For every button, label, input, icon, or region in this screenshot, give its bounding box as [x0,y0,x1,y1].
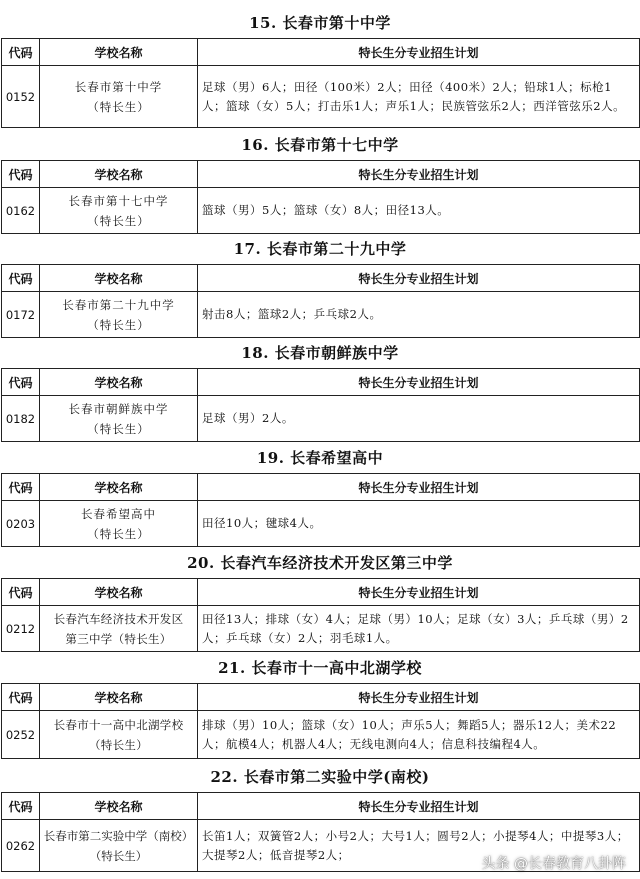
school-name-line2: （特长生） [87,213,150,228]
section-title: 18. 长春市朝鲜族中学 [241,344,399,362]
header-code: 代码 [2,793,40,820]
section-title: 16. 长春市第十七中学 [241,136,399,154]
section-title: 15. 长春市第十中学 [249,14,391,32]
school-name-line1: 长春市第二十九中学 [62,297,175,312]
school-name-line2: （特长生） [87,317,150,332]
plan-table [1,264,640,338]
school-name [40,396,198,442]
header-school: 学校名称 [40,161,198,188]
plan-table [1,38,640,128]
plan-table [1,578,640,652]
plan-text: 排球（男）10人；篮球（女）10人；声乐5人；舞蹈5人；器乐12人；美术22人；航模4人；机器人4人；无线电测向4人；信息科技编程4人。 [198,711,640,759]
school-code: 0162 [2,188,40,234]
header-school: 学校名称 [40,579,198,606]
header-plan: 特长生分专业招生计划 [198,474,640,501]
table-row [2,292,640,338]
school-code: 0262 [2,820,40,872]
header-row [2,579,640,606]
school-name-line2: （特长生） [87,526,150,541]
header-code: 代码 [2,684,40,711]
section-19 [0,443,640,547]
school-name [40,292,198,338]
header-school: 学校名称 [40,265,198,292]
plan-table [1,473,640,547]
header-plan: 特长生分专业招生计划 [198,39,640,66]
plan-table [1,160,640,234]
header-plan: 特长生分专业招生计划 [198,793,640,820]
header-row [2,39,640,66]
school-name-line1: 长春希望高中 [81,506,156,521]
section-title: 21. 长春市十一高中北湖学校 [218,659,422,677]
header-row [2,161,640,188]
header-row [2,474,640,501]
plan-text: 足球（男）2人。 [198,396,640,442]
school-name-line1: 长春市十一高中北湖学校 [53,717,184,732]
school-name-line1: 长春市第十七中学 [68,193,169,208]
header-plan: 特长生分专业招生计划 [198,684,640,711]
plan-text: 田径13人；排球（女）4人；足球（男）10人；足球（女）3人；乒乓球（男）2人；乒乓球（女）2人；羽毛球1人。 [198,606,640,652]
school-name-line2: （特长生） [87,99,150,114]
section-15 [0,8,640,128]
school-name-line1: 长春市朝鲜族中学 [68,401,169,416]
header-row [2,793,640,820]
header-plan: 特长生分专业招生计划 [198,369,640,396]
school-name [40,188,198,234]
school-name-line2: （特长生） [89,848,148,863]
plan-text: 射击8人；篮球2人；乒乓球2人。 [198,292,640,338]
section-21 [0,653,640,759]
watermark-text: 头条 @长春教育八卦阵 [481,856,626,872]
section-title: 19. 长春希望高中 [256,449,384,467]
header-school: 学校名称 [40,369,198,396]
header-school: 学校名称 [40,474,198,501]
header-row [2,369,640,396]
school-code: 0203 [2,501,40,547]
section-16 [0,130,640,234]
table-row [2,711,640,759]
header-row [2,684,640,711]
header-code: 代码 [2,579,40,606]
school-code: 0252 [2,711,40,759]
school-name [40,501,198,547]
section-title: 17. 长春市第二十九中学 [233,240,407,258]
header-row [2,265,640,292]
school-name-line1: 长春市第二实验中学（南校） [43,828,194,843]
school-code: 0172 [2,292,40,338]
plan-text: 足球（男）6人；田径（100米）2人；田径（400米）2人；铅球1人；标枪1人；篮球（女）5人；打击乐1人；声乐1人；民族管弦乐2人；西洋管弦乐2人。 [198,66,640,128]
header-code: 代码 [2,265,40,292]
school-name-line2: （特长生） [89,737,148,752]
section-title: 20. 长春汽车经济技术开发区第三中学 [187,554,453,572]
plan-table [1,683,640,759]
section-18 [0,338,640,442]
table-row [2,66,640,128]
header-plan: 特长生分专业招生计划 [198,161,640,188]
school-code: 0212 [2,606,40,652]
section-17 [0,234,640,338]
header-code: 代码 [2,369,40,396]
school-name-line2: 第三中学（特长生） [65,631,172,646]
section-20 [0,548,640,652]
plan-table [1,368,640,442]
section-title: 22. 长春市第二实验中学(南校) [210,768,430,786]
school-name [40,820,198,872]
school-name-line1: 长春市第十中学 [74,79,163,94]
header-code: 代码 [2,161,40,188]
header-plan: 特长生分专业招生计划 [198,579,640,606]
table-row [2,606,640,652]
plan-text: 篮球（男）5人；篮球（女）8人；田径13人。 [198,188,640,234]
school-name [40,66,198,128]
school-name-line1: 长春汽车经济技术开发区 [53,611,184,626]
header-school: 学校名称 [40,793,198,820]
header-code: 代码 [2,39,40,66]
school-code: 0182 [2,396,40,442]
school-name [40,711,198,759]
school-code: 0152 [2,66,40,128]
header-plan: 特长生分专业招生计划 [198,265,640,292]
table-row [2,396,640,442]
school-name-line2: （特长生） [87,421,150,436]
table-row [2,501,640,547]
school-name [40,606,198,652]
header-school: 学校名称 [40,39,198,66]
header-code: 代码 [2,474,40,501]
plan-text: 长笛1人；双簧管2人；小号2人；大号1人；圆号2人；小提琴4人；中提琴3人；大提琴2人；低音提琴2人； [198,820,640,872]
header-school: 学校名称 [40,684,198,711]
table-row [2,188,640,234]
plan-text: 田径10人；毽球4人。 [198,501,640,547]
